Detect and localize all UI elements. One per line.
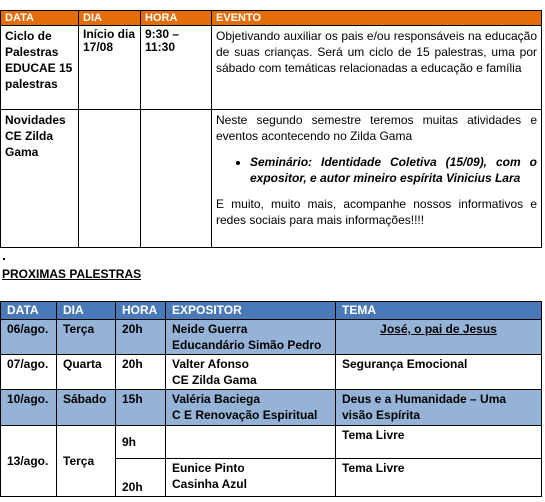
expositor-org: Casinha Azul xyxy=(172,477,247,491)
lecture-hora: 15h xyxy=(116,390,166,426)
bullet-dot xyxy=(3,258,5,260)
event-dia: Início dia 17/08 xyxy=(79,26,141,110)
event-data: Novidades CE Zilda Gama xyxy=(1,110,79,248)
lecture-dia: Terça xyxy=(57,426,116,497)
table-row xyxy=(1,390,542,426)
table-row xyxy=(1,26,542,110)
event-description xyxy=(212,110,542,248)
lecture-data: 13/ago. xyxy=(1,426,57,497)
lecture-expositor xyxy=(166,390,336,426)
lecture-hora: 20h xyxy=(116,355,166,390)
lecture-expositor xyxy=(166,355,336,390)
lecture-expositor xyxy=(166,459,336,497)
lecture-expositor xyxy=(166,426,336,459)
lecture-tema: Tema Livre xyxy=(336,459,542,497)
table-row xyxy=(1,355,542,390)
table-row xyxy=(1,320,542,355)
expositor-name: Neide Guerra xyxy=(172,322,248,336)
expositor-name: Valter Afonso xyxy=(172,357,249,371)
table-row xyxy=(1,426,542,459)
lecture-tema: Segurança Emocional xyxy=(336,355,542,390)
expositor-org: Educandário Simão Pedro xyxy=(172,338,322,352)
event-dia xyxy=(79,110,141,248)
lecture-data: 06/ago. xyxy=(1,320,57,355)
lecture-tema: José, o pai de Jesus xyxy=(336,320,542,355)
expositor-name: Valéria Baciega xyxy=(172,392,261,406)
lecture-hora: 20h xyxy=(116,320,166,355)
header-data: DATA xyxy=(1,302,57,320)
section-title: PROXIMAS PALESTRAS xyxy=(2,267,142,281)
table-row xyxy=(1,110,542,248)
header-dia: DIA xyxy=(79,11,141,26)
lecture-tema: Deus e a Humanidade – Uma visão Espírita xyxy=(336,390,542,426)
lecture-expositor xyxy=(166,320,336,355)
lecture-dia: Terça xyxy=(57,320,116,355)
lecture-tema: Tema Livre xyxy=(336,426,542,459)
header-hora: HORA xyxy=(116,302,166,320)
expositor-org: C E Renovação Espiritual xyxy=(172,408,318,422)
header-evento: EVENTO xyxy=(212,11,542,26)
events-header-row xyxy=(1,11,542,26)
events-table xyxy=(0,10,542,248)
lecture-data: 10/ago. xyxy=(1,390,57,426)
event-hora: 9:30 – 11:30 xyxy=(141,26,212,110)
expositor-name: Eunice Pinto xyxy=(172,461,245,475)
event-intro: Neste segundo semestre teremos muitas atividades e eventos acontecendo no Zilda Gama xyxy=(216,113,537,143)
header-dia: DIA xyxy=(57,302,116,320)
lecture-hora: 9h xyxy=(116,426,166,459)
lecture-hora: 20h xyxy=(116,459,166,497)
lectures-header-row xyxy=(1,302,542,320)
event-description: Objetivando auxiliar os pais e/ou responsáveis na educação de suas crianças. Será um ciclo de 15 palestras, uma por sábado com temáticas relacionadas a educação e família xyxy=(212,26,542,110)
header-tema: TEMA xyxy=(336,302,542,320)
event-list xyxy=(216,154,537,186)
event-bullet: • Seminário: Identidade Coletiva (15/09), com o expositor, e autor mineiro espírita Vinicius Lara xyxy=(250,154,537,186)
lecture-dia: Sábado xyxy=(57,390,116,426)
header-expositor: EXPOSITOR xyxy=(166,302,336,320)
event-hora xyxy=(141,110,212,248)
event-more: E muito, muito mais, acompanhe nossos informativos e redes sociais para mais informações!!!! xyxy=(216,197,537,227)
header-data: DATA xyxy=(1,11,79,26)
event-data: Ciclo de Palestras EDUCAE 15 palestras xyxy=(1,26,79,110)
lectures-table xyxy=(0,301,542,497)
header-hora: HORA xyxy=(141,11,212,26)
expositor-org: CE Zilda Gama xyxy=(172,373,257,387)
lecture-dia: Quarta xyxy=(57,355,116,390)
lecture-data: 07/ago. xyxy=(1,355,57,390)
